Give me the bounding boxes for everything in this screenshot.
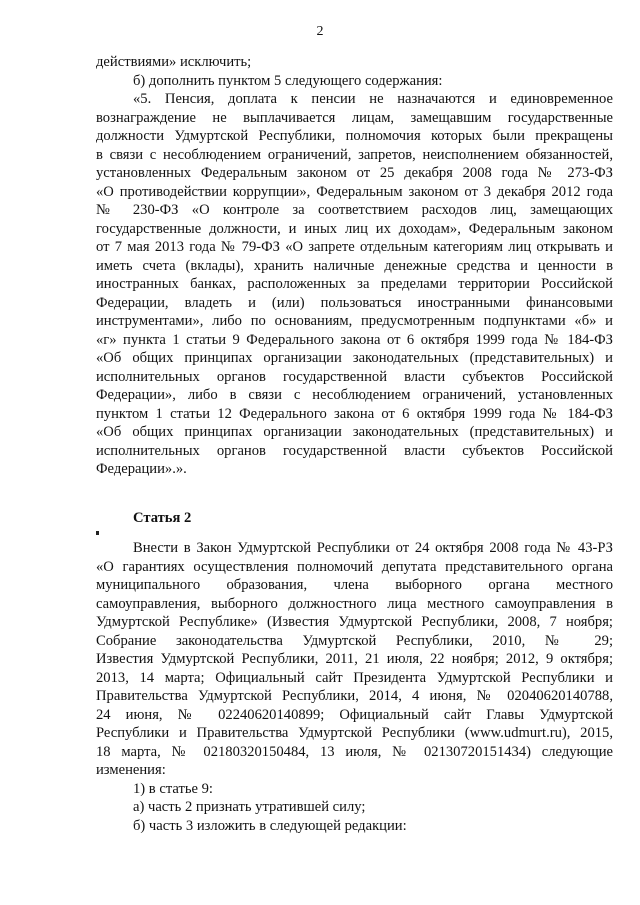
text-line: инструментами», либо по основаниям, предусмотренным подпунктами «б» и (96, 313, 613, 329)
text-line: «5. Пенсия, доплата к пенсии не назначаются и единовременное (133, 91, 613, 107)
text-line: № 230-ФЗ «О контроле за соответствием расходов лиц, замещающих (96, 202, 613, 218)
text-line: Собрание законодательства Удмуртской Республики, 2010, № 29; (96, 632, 613, 649)
text-line: должности Удмуртской Республики, полномочия которых были прекращены (96, 128, 613, 144)
text-line: Республики и Правительства Удмуртской Республики (www.udmurt.ru), 2015, (96, 725, 613, 741)
text-line: б) дополнить пунктом 5 следующего содержания: (133, 72, 443, 89)
text-line: муниципального образования, члена выборного органа местного (96, 577, 613, 593)
text-line: а) часть 2 признать утратившей силу; (133, 799, 366, 815)
text-line: «О противодействии коррупции», Федеральным законом от 3 декабря 2012 года (96, 183, 613, 200)
text-line: Федерации».». (96, 461, 187, 477)
text-line: Правительства Удмуртской Республики, 2014, 4 июня, № 02040620140788, (96, 688, 613, 704)
text-line: самоуправления, выборного должностного лица местного самоуправления в (96, 595, 613, 612)
scan-mark (96, 531, 99, 535)
page-number: 2 (316, 24, 324, 39)
text-line: государственные должности, и иных лиц их доходам», Федеральным законом (96, 220, 613, 237)
text-line: иностранных банках, расположенных за пределами территории Российской (96, 276, 613, 292)
text-line: иметь счета (вклады), хранить наличные денежные средства и ценности в (96, 257, 613, 274)
article-heading: Статья 2 (133, 509, 192, 526)
text-line: исполнительных органов государственной власти субъектов Российской (96, 368, 613, 385)
document-body (96, 53, 613, 835)
text-line: действиями» исключить; (96, 54, 252, 70)
text-line: исполнительных органов государственной власти субъектов Российской (96, 442, 613, 459)
text-line: Известия Удмуртской Республики, 2011, 21 июля, 22 ноября; 2012, 9 октября; (96, 651, 613, 667)
text-line: в связи с несоблюдением ограничений, запретов, неисполнением обязанностей, (96, 146, 613, 163)
text-line: б) часть 3 изложить в следующей редакции: (133, 817, 407, 834)
text-line: 18 марта, № 02180320150484, 13 июля, № 02130720151434) следующие (96, 743, 613, 760)
text-line: «г» пункта 1 статьи 9 Федерального закона от 6 октября 1999 года № 184-ФЗ (96, 331, 613, 348)
text-line: 24 июня, № 02240620140899; Официальный сайт Главы Удмуртской (96, 706, 613, 723)
text-line: «Об общих принципах организации законодательных (представительных) и (96, 424, 613, 440)
text-line: Удмуртской Республике» (Известия Удмуртской Республики, 2008, 7 ноября; (96, 614, 613, 630)
text-line: изменения: (96, 762, 166, 778)
text-line: пунктом 1 статьи 12 Федерального закона от 6 октября 1999 года № 184-ФЗ (96, 405, 613, 422)
text-line: 2013, 14 марта; Официальный сайт Президента Удмуртской Республики и (96, 669, 613, 686)
text-line: установленных Федеральным законом от 25 декабря 2008 года № 273-ФЗ (96, 165, 613, 181)
text-line: «Об общих принципах организации законодательных (представительных) и (96, 350, 613, 366)
text-line: 1) в статье 9: (133, 780, 213, 797)
text-line: Федерации, владеть и (или) пользоваться иностранными финансовыми (96, 294, 613, 311)
text-line: вознаграждение не выплачивается лицам, замещавшим государственные (96, 109, 613, 126)
text-line: «О гарантиях осуществления полномочий депутата представительного органа (96, 558, 613, 575)
text-line: Внести в Закон Удмуртской Республики от 24 октября 2008 года № 43-РЗ (133, 540, 613, 556)
text-line: Федерации», либо в связи с несоблюдением ограничений, установленных (96, 387, 613, 403)
text-line: от 7 мая 2013 года № 79-ФЗ «О запрете отдельным категориям лиц открывать и (96, 239, 613, 255)
